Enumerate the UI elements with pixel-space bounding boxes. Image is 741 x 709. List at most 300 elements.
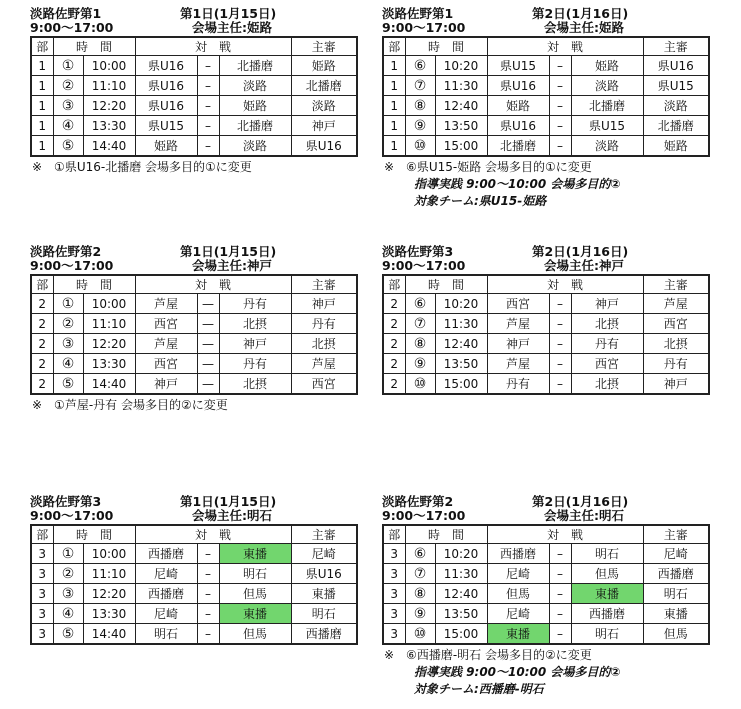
- referee-cell: 神戸: [291, 294, 357, 314]
- venue-chief: 会場主任:明石: [192, 508, 272, 523]
- time-header: 時 間: [405, 525, 487, 544]
- division-cell: 1: [383, 96, 405, 116]
- kickoff-time-cell: 14:40: [83, 624, 135, 645]
- referee-cell: 西宮: [643, 314, 709, 334]
- match-number-cell: ①: [53, 56, 83, 76]
- match-header: 対 戦: [135, 275, 291, 294]
- home-team-cell: 芦屋: [487, 354, 549, 374]
- referee-cell: 尼崎: [291, 544, 357, 564]
- table-header-row: [31, 275, 357, 294]
- home-team-cell: 西播磨: [135, 544, 197, 564]
- away-team-cell: 西播磨: [571, 604, 643, 624]
- referee-cell: 神戸: [291, 116, 357, 136]
- match-number-cell: ②: [53, 76, 83, 96]
- time-header: 時 間: [53, 37, 135, 56]
- match-number-cell: ⑩: [405, 624, 435, 645]
- venue-chief: 会場主任:神戸: [192, 258, 272, 273]
- away-team-cell: 姫路: [571, 56, 643, 76]
- home-team-cell: 芦屋: [135, 334, 197, 354]
- match-number-cell: ②: [53, 314, 83, 334]
- versus-dash-cell: –: [549, 314, 571, 334]
- division-cell: 3: [383, 564, 405, 584]
- coaching-note: 指導実践 9:00～10:00 会場多目的②: [414, 177, 621, 191]
- kickoff-time-cell: 10:00: [83, 544, 135, 564]
- versus-dash-cell: –: [197, 624, 219, 645]
- away-team-cell: 西宮: [571, 354, 643, 374]
- table-row: [383, 624, 709, 645]
- home-team-cell: 県U16: [487, 116, 549, 136]
- table-row: [31, 96, 357, 116]
- versus-dash-cell: –: [549, 116, 571, 136]
- table-row: [383, 334, 709, 354]
- kickoff-time-cell: 13:50: [435, 354, 487, 374]
- coaching-note: 対象チーム:西播磨-明石: [414, 682, 544, 696]
- away-team-cell: 東播: [571, 584, 643, 604]
- match-number-cell: ⑥: [405, 56, 435, 76]
- versus-dash-cell: –: [549, 584, 571, 604]
- division-cell: 3: [383, 624, 405, 645]
- division-cell: 3: [383, 604, 405, 624]
- division-header: 部: [383, 37, 405, 56]
- away-team-cell: 東播: [219, 604, 291, 624]
- home-team-cell: 芦屋: [135, 294, 197, 314]
- away-team-cell: 北播磨: [571, 96, 643, 116]
- venue-name: 淡路佐野第1: [382, 6, 454, 21]
- schedule-table: [382, 36, 710, 157]
- change-note: ※ ①芦屋-丹有 会場多目的②に変更: [32, 398, 228, 412]
- block-notes: [30, 397, 370, 414]
- venue-hours: 9:00～17:00: [382, 508, 466, 523]
- division-cell: 1: [383, 116, 405, 136]
- kickoff-time-cell: 12:20: [83, 584, 135, 604]
- versus-dash-cell: —: [197, 314, 219, 334]
- referee-header: 主審: [643, 275, 709, 294]
- block-notes: [30, 159, 370, 176]
- away-team-cell: 丹有: [571, 334, 643, 354]
- kickoff-time-cell: 12:40: [435, 584, 487, 604]
- block-header: [382, 244, 722, 274]
- division-cell: 2: [31, 374, 53, 395]
- match-number-cell: ⑩: [405, 374, 435, 395]
- referee-cell: 尼崎: [643, 544, 709, 564]
- division-cell: 2: [31, 314, 53, 334]
- referee-header: 主審: [291, 37, 357, 56]
- kickoff-time-cell: 10:20: [435, 56, 487, 76]
- versus-dash-cell: –: [197, 564, 219, 584]
- venue-hours: 9:00～17:00: [382, 20, 466, 35]
- block-notes: [382, 647, 722, 698]
- table-row: [31, 604, 357, 624]
- home-team-cell: 丹有: [487, 374, 549, 395]
- away-team-cell: 北摂: [571, 374, 643, 395]
- home-team-cell: 尼崎: [487, 604, 549, 624]
- referee-cell: 県U16: [643, 56, 709, 76]
- referee-cell: 神戸: [643, 374, 709, 395]
- home-team-cell: 北播磨: [487, 136, 549, 157]
- match-number-cell: ⑥: [405, 294, 435, 314]
- home-team-cell: 県U16: [487, 76, 549, 96]
- home-team-cell: 県U15: [487, 56, 549, 76]
- table-row: [383, 354, 709, 374]
- versus-dash-cell: —: [197, 334, 219, 354]
- referee-cell: 東播: [291, 584, 357, 604]
- home-team-cell: 県U16: [135, 96, 197, 116]
- table-row: [31, 334, 357, 354]
- division-header: 部: [383, 275, 405, 294]
- home-team-cell: 尼崎: [135, 564, 197, 584]
- referee-cell: 芦屋: [643, 294, 709, 314]
- division-header: 部: [31, 525, 53, 544]
- match-number-cell: ⑧: [405, 334, 435, 354]
- division-cell: 1: [31, 116, 53, 136]
- versus-dash-cell: –: [549, 374, 571, 395]
- division-cell: 1: [31, 136, 53, 157]
- away-team-cell: 北摂: [219, 374, 291, 395]
- venue-chief: 会場主任:姫路: [192, 20, 272, 35]
- table-row: [383, 374, 709, 395]
- block-header: [382, 494, 722, 524]
- match-number-cell: ⑤: [53, 374, 83, 395]
- home-team-cell: 但馬: [487, 584, 549, 604]
- table-row: [383, 314, 709, 334]
- division-cell: 2: [383, 374, 405, 395]
- division-cell: 3: [31, 544, 53, 564]
- schedule-table: [382, 274, 710, 395]
- versus-dash-cell: –: [549, 56, 571, 76]
- referee-cell: 北摂: [291, 334, 357, 354]
- division-cell: 2: [31, 334, 53, 354]
- referee-header: 主審: [291, 275, 357, 294]
- kickoff-time-cell: 12:20: [83, 96, 135, 116]
- table-row: [383, 604, 709, 624]
- referee-cell: 東播: [643, 604, 709, 624]
- referee-cell: 北播磨: [643, 116, 709, 136]
- division-cell: 1: [383, 56, 405, 76]
- referee-cell: 淡路: [643, 96, 709, 116]
- away-team-cell: 北摂: [571, 314, 643, 334]
- venue-name: 淡路佐野第3: [30, 494, 102, 509]
- home-team-cell: 県U16: [135, 56, 197, 76]
- division-cell: 3: [31, 624, 53, 645]
- versus-dash-cell: –: [197, 136, 219, 157]
- match-header: 対 戦: [135, 525, 291, 544]
- match-number-cell: ③: [53, 334, 83, 354]
- table-row: [31, 76, 357, 96]
- venue-hours: 9:00～17:00: [30, 508, 114, 523]
- division-cell: 2: [383, 354, 405, 374]
- match-number-cell: ⑤: [53, 136, 83, 157]
- referee-cell: 西播磨: [643, 564, 709, 584]
- table-row: [31, 374, 357, 395]
- away-team-cell: 明石: [571, 544, 643, 564]
- table-header-row: [383, 525, 709, 544]
- schedule-block: [382, 6, 722, 210]
- referee-cell: 明石: [643, 584, 709, 604]
- division-cell: 2: [383, 314, 405, 334]
- schedule-table: [382, 524, 710, 645]
- division-cell: 1: [383, 76, 405, 96]
- kickoff-time-cell: 10:20: [435, 294, 487, 314]
- match-number-cell: ⑤: [53, 624, 83, 645]
- division-cell: 3: [31, 604, 53, 624]
- time-header: 時 間: [53, 525, 135, 544]
- kickoff-time-cell: 11:30: [435, 76, 487, 96]
- versus-dash-cell: –: [197, 544, 219, 564]
- away-team-cell: 但馬: [219, 624, 291, 645]
- home-team-cell: 神戸: [135, 374, 197, 395]
- venue-hours: 9:00～17:00: [30, 20, 114, 35]
- kickoff-time-cell: 15:00: [435, 374, 487, 395]
- versus-dash-cell: –: [549, 334, 571, 354]
- referee-cell: 但馬: [643, 624, 709, 645]
- away-team-cell: 丹有: [219, 294, 291, 314]
- home-team-cell: 神戸: [487, 334, 549, 354]
- match-number-cell: ⑨: [405, 604, 435, 624]
- versus-dash-cell: –: [549, 96, 571, 116]
- referee-cell: 西宮: [291, 374, 357, 395]
- table-row: [31, 564, 357, 584]
- division-cell: 3: [383, 544, 405, 564]
- versus-dash-cell: –: [549, 294, 571, 314]
- kickoff-time-cell: 15:00: [435, 136, 487, 157]
- match-number-cell: ④: [53, 354, 83, 374]
- change-note: ※ ⑥県U15-姫路 会場多目的①に変更: [384, 160, 592, 174]
- referee-cell: 丹有: [643, 354, 709, 374]
- versus-dash-cell: –: [549, 564, 571, 584]
- match-header: 対 戦: [487, 37, 643, 56]
- table-row: [31, 314, 357, 334]
- match-header: 対 戦: [487, 525, 643, 544]
- venue-hours: 9:00～17:00: [382, 258, 466, 273]
- versus-dash-cell: –: [549, 624, 571, 645]
- versus-dash-cell: –: [197, 116, 219, 136]
- venue-name: 淡路佐野第1: [30, 6, 102, 21]
- kickoff-time-cell: 10:20: [435, 544, 487, 564]
- table-row: [383, 544, 709, 564]
- home-team-cell: 姫路: [487, 96, 549, 116]
- block-header: [30, 494, 370, 524]
- match-header: 対 戦: [135, 37, 291, 56]
- versus-dash-cell: –: [549, 136, 571, 157]
- versus-dash-cell: –: [197, 56, 219, 76]
- table-row: [383, 76, 709, 96]
- versus-dash-cell: –: [197, 604, 219, 624]
- referee-header: 主審: [291, 525, 357, 544]
- away-team-cell: 神戸: [219, 334, 291, 354]
- kickoff-time-cell: 11:10: [83, 564, 135, 584]
- referee-cell: 姫路: [291, 56, 357, 76]
- home-team-cell: 西宮: [135, 354, 197, 374]
- table-row: [383, 56, 709, 76]
- away-team-cell: 丹有: [219, 354, 291, 374]
- away-team-cell: 淡路: [571, 136, 643, 157]
- match-day: 第1日(1月15日): [180, 494, 277, 509]
- home-team-cell: 東播: [487, 624, 549, 645]
- table-row: [383, 584, 709, 604]
- kickoff-time-cell: 12:40: [435, 334, 487, 354]
- schedule-block: [382, 244, 722, 395]
- division-cell: 3: [383, 584, 405, 604]
- division-cell: 3: [31, 584, 53, 604]
- away-team-cell: 淡路: [219, 76, 291, 96]
- division-cell: 2: [383, 294, 405, 314]
- division-cell: 2: [383, 334, 405, 354]
- kickoff-time-cell: 13:50: [435, 604, 487, 624]
- division-header: 部: [31, 37, 53, 56]
- match-day: 第1日(1月15日): [180, 6, 277, 21]
- venue-name: 淡路佐野第2: [382, 494, 454, 509]
- kickoff-time-cell: 14:40: [83, 136, 135, 157]
- match-number-cell: ③: [53, 584, 83, 604]
- division-cell: 3: [31, 564, 53, 584]
- schedule-block: [30, 6, 370, 176]
- table-header-row: [31, 525, 357, 544]
- table-row: [383, 96, 709, 116]
- versus-dash-cell: –: [549, 604, 571, 624]
- away-team-cell: 北播磨: [219, 116, 291, 136]
- referee-cell: 明石: [291, 604, 357, 624]
- coaching-note: 指導実践 9:00～10:00 会場多目的②: [414, 665, 621, 679]
- division-cell: 2: [31, 354, 53, 374]
- away-team-cell: 但馬: [219, 584, 291, 604]
- referee-cell: 県U16: [291, 136, 357, 157]
- referee-header: 主審: [643, 525, 709, 544]
- referee-cell: 丹有: [291, 314, 357, 334]
- away-team-cell: 神戸: [571, 294, 643, 314]
- table-row: [31, 584, 357, 604]
- referee-cell: 芦屋: [291, 354, 357, 374]
- table-header-row: [383, 37, 709, 56]
- division-cell: 2: [31, 294, 53, 314]
- table-row: [31, 136, 357, 157]
- versus-dash-cell: —: [197, 374, 219, 395]
- division-cell: 1: [31, 96, 53, 116]
- match-number-cell: ⑦: [405, 76, 435, 96]
- referee-cell: 姫路: [643, 136, 709, 157]
- home-team-cell: 西宮: [487, 294, 549, 314]
- away-team-cell: 東播: [219, 544, 291, 564]
- versus-dash-cell: –: [197, 96, 219, 116]
- division-cell: 1: [31, 76, 53, 96]
- kickoff-time-cell: 13:30: [83, 354, 135, 374]
- kickoff-time-cell: 10:00: [83, 56, 135, 76]
- home-team-cell: 尼崎: [487, 564, 549, 584]
- referee-cell: 県U16: [291, 564, 357, 584]
- table-row: [31, 544, 357, 564]
- home-team-cell: 県U15: [135, 116, 197, 136]
- table-row: [383, 294, 709, 314]
- venue-name: 淡路佐野第3: [382, 244, 454, 259]
- time-header: 時 間: [405, 275, 487, 294]
- table-row: [383, 136, 709, 157]
- block-header: [382, 6, 722, 36]
- block-notes: [382, 159, 722, 210]
- home-team-cell: 西播磨: [135, 584, 197, 604]
- kickoff-time-cell: 11:10: [83, 314, 135, 334]
- match-number-cell: ⑦: [405, 314, 435, 334]
- table-row: [31, 56, 357, 76]
- referee-cell: 西播磨: [291, 624, 357, 645]
- away-team-cell: 明石: [571, 624, 643, 645]
- home-team-cell: 芦屋: [487, 314, 549, 334]
- match-number-cell: ①: [53, 544, 83, 564]
- away-team-cell: 但馬: [571, 564, 643, 584]
- kickoff-time-cell: 11:30: [435, 564, 487, 584]
- away-team-cell: 明石: [219, 564, 291, 584]
- match-day: 第2日(1月16日): [532, 494, 629, 509]
- venue-chief: 会場主任:明石: [544, 508, 624, 523]
- match-number-cell: ②: [53, 564, 83, 584]
- away-team-cell: 県U15: [571, 116, 643, 136]
- match-number-cell: ③: [53, 96, 83, 116]
- division-cell: 1: [31, 56, 53, 76]
- kickoff-time-cell: 10:00: [83, 294, 135, 314]
- versus-dash-cell: –: [197, 584, 219, 604]
- table-row: [31, 624, 357, 645]
- referee-cell: 北播磨: [291, 76, 357, 96]
- block-header: [30, 244, 370, 274]
- kickoff-time-cell: 13:30: [83, 116, 135, 136]
- referee-header: 主審: [643, 37, 709, 56]
- home-team-cell: 姫路: [135, 136, 197, 157]
- away-team-cell: 淡路: [219, 136, 291, 157]
- table-row: [383, 116, 709, 136]
- match-day: 第1日(1月15日): [180, 244, 277, 259]
- venue-chief: 会場主任:姫路: [544, 20, 624, 35]
- division-header: 部: [383, 525, 405, 544]
- match-day: 第2日(1月16日): [532, 244, 629, 259]
- match-number-cell: ⑥: [405, 544, 435, 564]
- kickoff-time-cell: 11:30: [435, 314, 487, 334]
- referee-cell: 淡路: [291, 96, 357, 116]
- away-team-cell: 北摂: [219, 314, 291, 334]
- table-row: [383, 564, 709, 584]
- table-row: [31, 354, 357, 374]
- time-header: 時 間: [405, 37, 487, 56]
- schedule-table: [30, 36, 358, 157]
- table-row: [31, 116, 357, 136]
- match-day: 第2日(1月16日): [532, 6, 629, 21]
- kickoff-time-cell: 13:30: [83, 604, 135, 624]
- match-number-cell: ⑦: [405, 564, 435, 584]
- table-header-row: [383, 275, 709, 294]
- home-team-cell: 西播磨: [487, 544, 549, 564]
- venue-hours: 9:00～17:00: [30, 258, 114, 273]
- schedule-table: [30, 274, 358, 395]
- venue-name: 淡路佐野第2: [30, 244, 102, 259]
- kickoff-time-cell: 11:10: [83, 76, 135, 96]
- match-number-cell: ④: [53, 604, 83, 624]
- table-header-row: [31, 37, 357, 56]
- match-number-cell: ⑨: [405, 354, 435, 374]
- home-team-cell: 県U16: [135, 76, 197, 96]
- home-team-cell: 尼崎: [135, 604, 197, 624]
- kickoff-time-cell: 14:40: [83, 374, 135, 395]
- match-header: 対 戦: [487, 275, 643, 294]
- away-team-cell: 北播磨: [219, 56, 291, 76]
- match-number-cell: ⑧: [405, 584, 435, 604]
- schedule-block: [30, 244, 370, 414]
- division-cell: 1: [383, 136, 405, 157]
- versus-dash-cell: –: [549, 544, 571, 564]
- versus-dash-cell: –: [549, 76, 571, 96]
- match-number-cell: ⑧: [405, 96, 435, 116]
- table-row: [31, 294, 357, 314]
- away-team-cell: 姫路: [219, 96, 291, 116]
- kickoff-time-cell: 13:50: [435, 116, 487, 136]
- referee-cell: 北摂: [643, 334, 709, 354]
- change-note: ※ ①県U16-北播磨 会場多目的①に変更: [32, 160, 252, 174]
